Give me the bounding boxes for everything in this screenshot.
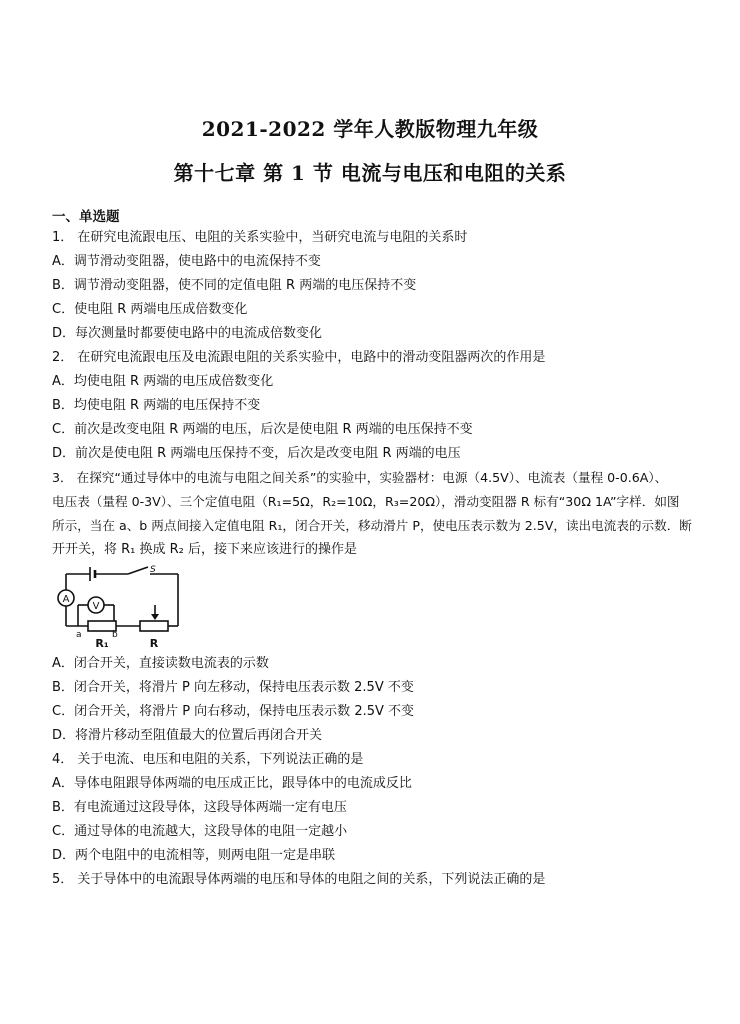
question-3-stem-line-3: 所示，当在 a、b 两点间接入定值电阻 R₁，闭合开关，移动滑片 P，使电压表示数为 2.5V，读出电流表的示数．断 [52,518,692,533]
question-3-stem-line-4: 开开关，将 R₁ 换成 R₂ 后，接下来应该进行的操作是 [52,542,358,557]
question-4-option-b: B．有电流通过这段导体，这段导体两端一定有电压 [52,800,347,815]
question-3-stem-line-1: 3． 在探究“通过导体中的电流与电阻之间关系”的实验中，实验器材：电源（4.5V）、电流表（量程 0-0.6A）、 [52,470,668,485]
question-4-stem: 4． 关于电流、电压和电阻的关系，下列说法正确的是 [52,752,364,767]
question-2-option-c: C．前次是改变电阻 R 两端的电压，后次是使电阻 R 两端的电压保持不变 [52,422,473,437]
question-3-stem-line-2: 电压表（量程 0-3V）、三个定值电阻（R₁=5Ω，R₂=10Ω，R₃=20Ω），滑动变阻器 R 标有“30Ω 1A”字样．如图 [52,494,680,509]
switch-blade [128,567,148,574]
rheostat-r [140,621,168,631]
question-3-option-a: A．闭合开关，直接读数电流表的示数 [52,656,269,671]
question-4-option-c: C．通过导体的电流越大，这段导体的电阻一定越小 [52,824,348,839]
r-label: R [149,637,159,650]
question-3-option-d: D．将滑片移动至阻值最大的位置后再闭合开关 [52,728,323,743]
question-2-option-a: A．均使电阻 R 两端的电压成倍数变化 [52,374,274,389]
chapter-title: 第十七章 第 1 节 电流与电压和电阻的关系 [173,161,567,185]
point-a-label: a [76,630,82,640]
document-title: 2021-2022 学年人教版物理九年级 [201,117,539,141]
question-1-option-d: D．每次测量时都要使电路中的电流成倍数变化 [52,326,323,341]
question-1-stem: 1． 在研究电流跟电压、电阻的关系实验中，当研究电流与电阻的关系时 [52,230,468,245]
section-heading: 一、单选题 [52,209,120,225]
circuit-diagram [52,564,187,650]
question-2-option-d: D．前次是使电阻 R 两端电压保持不变，后次是改变电阻 R 两端的电压 [52,446,461,461]
question-3-option-b: B．闭合开关，将滑片 P 向左移动，保持电压表示数 2.5V 不变 [52,680,414,695]
ammeter-label: A [62,594,70,605]
question-3-option-c: C．闭合开关，将滑片 P 向右移动，保持电压表示数 2.5V 不变 [52,704,415,719]
switch-label: S [150,565,156,575]
voltmeter-label: V [92,601,100,612]
slider-arrow [151,614,159,620]
question-1-option-a: A．调节滑动变阻器，使电路中的电流保持不变 [52,254,321,269]
point-b-label: b [112,630,118,640]
r1-label: R₁ [95,637,109,650]
question-4-option-d: D．两个电阻中的电流相等，则两电阻一定是串联 [52,848,336,863]
question-1-option-c: C．使电阻 R 两端电压成倍数变化 [52,302,248,317]
question-4-option-a: A．导体电阻跟导体两端的电压成正比，跟导体中的电流成反比 [52,776,412,791]
question-2-option-b: B．均使电阻 R 两端的电压保持不变 [52,398,261,413]
question-5-stem: 5． 关于导体中的电流跟导体两端的电压和导体的电阻之间的关系，下列说法正确的是 [52,872,546,887]
question-1-option-b: B．调节滑动变阻器，使不同的定值电阻 R 两端的电压保持不变 [52,278,417,293]
question-2-stem: 2． 在研究电流跟电压及电流跟电阻的关系实验中，电路中的滑动变阻器两次的作用是 [52,350,546,365]
